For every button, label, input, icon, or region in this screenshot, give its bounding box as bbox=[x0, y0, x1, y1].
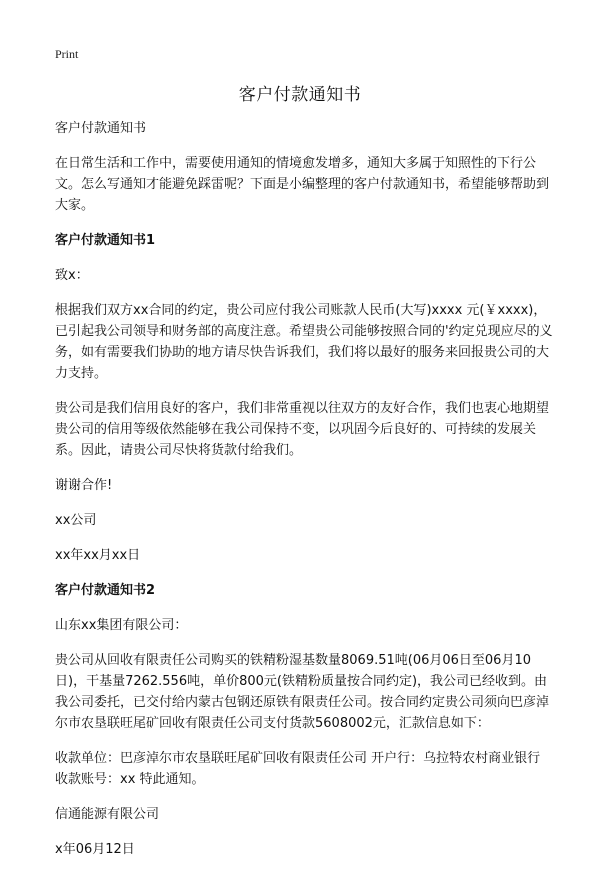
notice2-heading: 客户付款通知书2 bbox=[55, 583, 156, 598]
notice2-recipient: 山东xx集团有限公司： bbox=[55, 618, 188, 633]
notice2-date: x年06月12日 bbox=[55, 842, 135, 857]
document-body bbox=[55, 118, 555, 874]
intro-paragraph: 在日常生活和工作中，需要使用通知的情境愈发增多，通知大多属于知照性的下行公文。怎么写通知才能避免踩雷呢？下面是小编整理的客户付款通知书，希望能够帮助到大家。 bbox=[55, 156, 550, 213]
notice2-paragraph-1: 贵公司从回收有限责任公司购买的铁精粉湿基数量8069.51吨(06月06日至06月10日)，干基量7262.556吨，单价800元(铁精粉质量按合同约定)，我公司已经收到。由我公司委托，已交付给内蒙古包钢还原铁有限责任公司。按合同约定贵公司须向巴彦淖尔市农垦联旺尾矿回收有限责任公司支付货款5608002元，汇款信息如下： bbox=[55, 653, 550, 731]
intro-subtitle: 客户付款通知书 bbox=[55, 121, 147, 136]
print-label: Print bbox=[55, 47, 79, 61]
notice1-thanks: 谢谢合作! bbox=[55, 478, 113, 493]
notice1-salutation: 致x： bbox=[55, 268, 89, 283]
notice2-company: 信通能源有限公司 bbox=[55, 807, 160, 822]
notice2-paragraph-2: 收款单位：巴彦淖尔市农垦联旺尾矿回收有限责任公司 开户行：乌拉特农村商业银行 收款账号：xx 特此通知。 bbox=[55, 751, 541, 787]
notice1-company: xx公司 bbox=[55, 513, 97, 528]
page-title: 客户付款通知书 bbox=[238, 85, 362, 105]
notice1-heading: 客户付款通知书1 bbox=[55, 233, 156, 248]
notice1-date: xx年xx月xx日 bbox=[55, 548, 141, 563]
notice1-paragraph-2: 贵公司是我们信用良好的客户，我们非常重视以往双方的友好合作，我们也衷心地期望贵公司的信用等级依然能够在我公司保持不变，以巩固今后良好的、可持续的发展关系。因此，请贵公司尽快将货款付给我们。 bbox=[55, 401, 550, 458]
notice1-paragraph-1: 根据我们双方xx合同的约定，贵公司应付我公司账款人民币(大写)xxxx 元(￥xxxx)，已引起我公司领导和财务部的高度注意。希望贵公司能够按照合同的'约定兑现应尽的义务，如有需要我们协助的地方请尽快告诉我们，我们将以最好的服务来回报贵公司的大力支持。 bbox=[55, 303, 553, 381]
